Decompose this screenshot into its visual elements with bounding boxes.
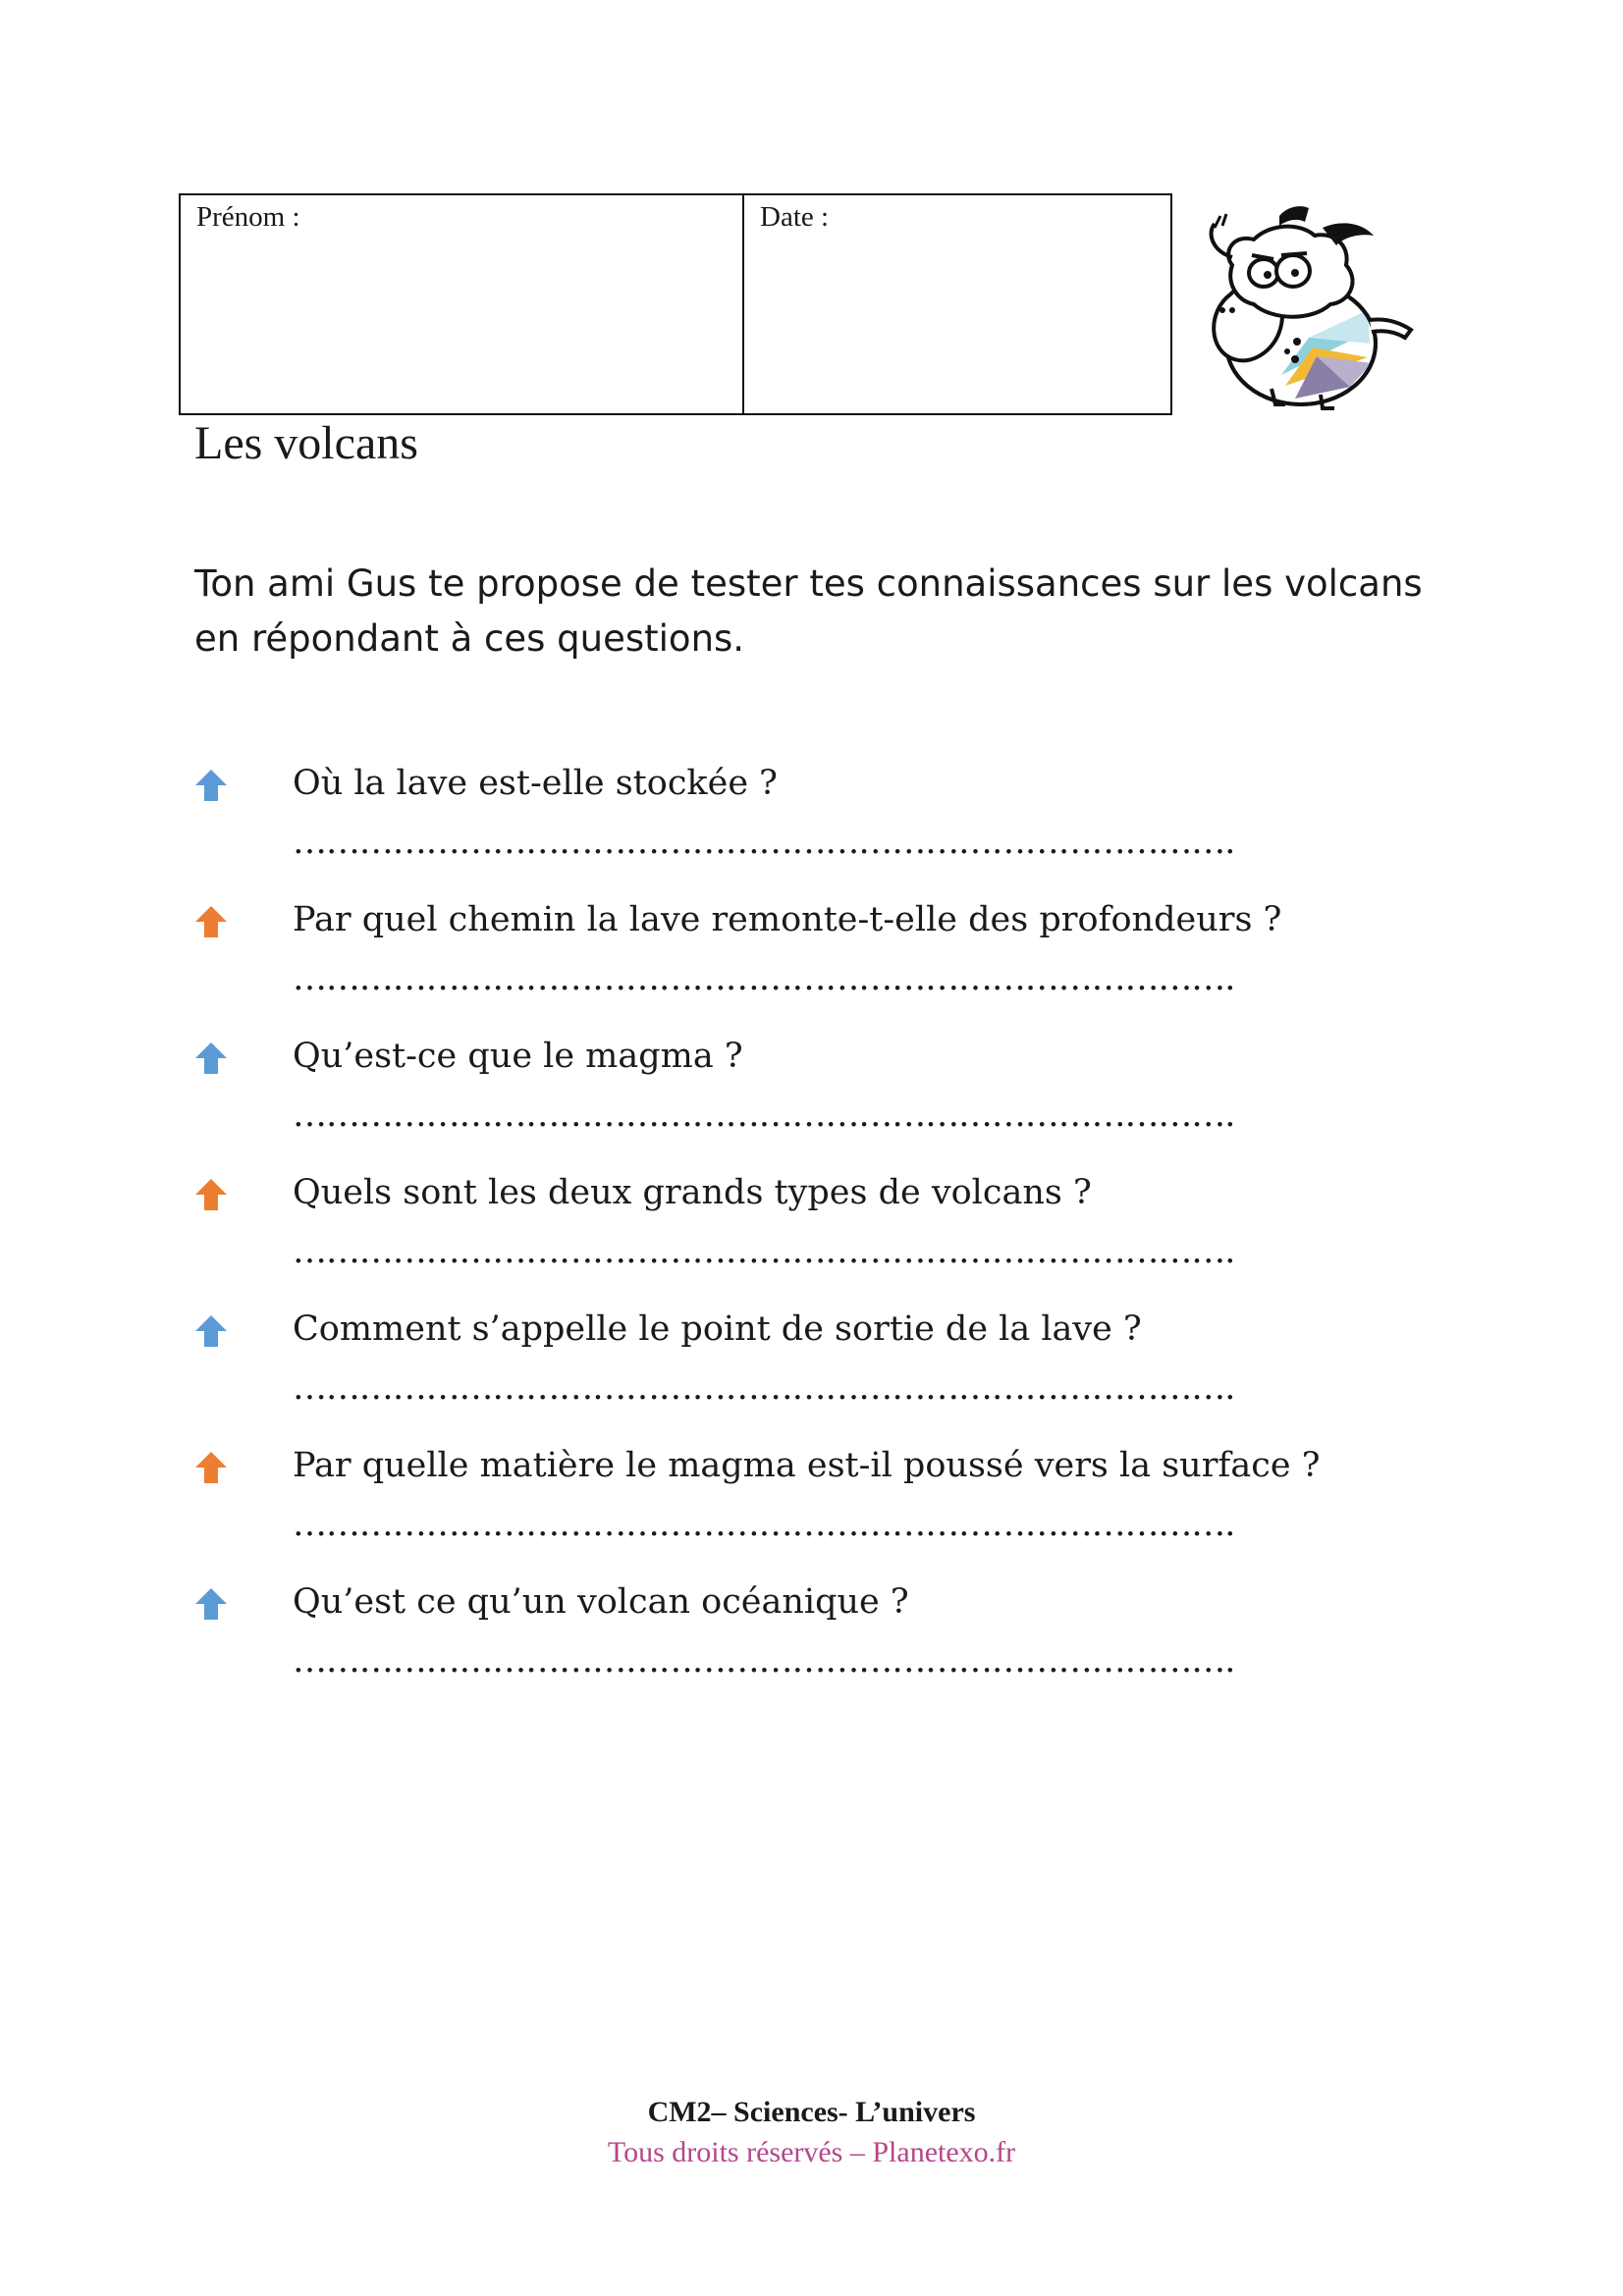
arrow-up-icon [193,1041,229,1076]
question-item [0,1575,1623,1711]
gus-sheep-mascot-icon [1193,194,1419,412]
arrow-up-icon [193,1586,229,1622]
question-item [0,1029,1623,1165]
answer-line[interactable]: …………………………………………………………………………. [293,1232,1235,1271]
arrow-up-icon [193,1450,229,1485]
answer-line[interactable]: …………………………………………………………………………. [293,1505,1235,1544]
name-field[interactable] [181,195,744,413]
name-date-box [179,193,1172,415]
answer-line[interactable]: …………………………………………………………………………. [293,1641,1235,1681]
intro-text: Ton ami Gus te propose de tester tes connaissances sur les volcans en répondant à ces questions. [194,562,1423,660]
answer-line[interactable]: …………………………………………………………………………. [293,823,1235,862]
date-label: Date : [760,201,830,233]
question-text: Qu’est-ce que le magma ? [293,1037,743,1076]
question-item [0,1438,1623,1575]
question-item [0,1302,1623,1438]
arrow-up-icon [193,1313,229,1349]
arrow-up-icon [193,904,229,939]
answer-line[interactable]: …………………………………………………………………………. [293,1368,1235,1408]
page-title: Les volcans [194,417,418,469]
answer-line[interactable]: …………………………………………………………………………. [293,959,1235,998]
question-text: Par quel chemin la lave remonte-t-elle des profondeurs ? [293,900,1282,939]
question-text: Quels sont les deux grands types de volcans ? [293,1173,1092,1212]
answer-line[interactable]: …………………………………………………………………………. [293,1095,1235,1135]
footer-course: CM2– Sciences- L’univers [647,2096,976,2128]
question-item [0,1165,1623,1302]
date-field[interactable] [744,195,1170,413]
question-item [0,756,1623,892]
question-list [0,756,1623,1711]
question-text: Qu’est ce qu’un volcan océanique ? [293,1582,909,1622]
question-text: Par quelle matière le magma est-il poussé vers la surface ? [293,1446,1321,1485]
question-text: Comment s’appelle le point de sortie de la lave ? [293,1309,1142,1349]
question-item [0,892,1623,1029]
arrow-up-icon [193,768,229,803]
name-label: Prénom : [196,201,300,233]
arrow-up-icon [193,1177,229,1212]
footer-rights: Tous droits réservés – Planetexo.fr [607,2136,1016,2168]
question-text: Où la lave est-elle stockée ? [293,764,778,803]
